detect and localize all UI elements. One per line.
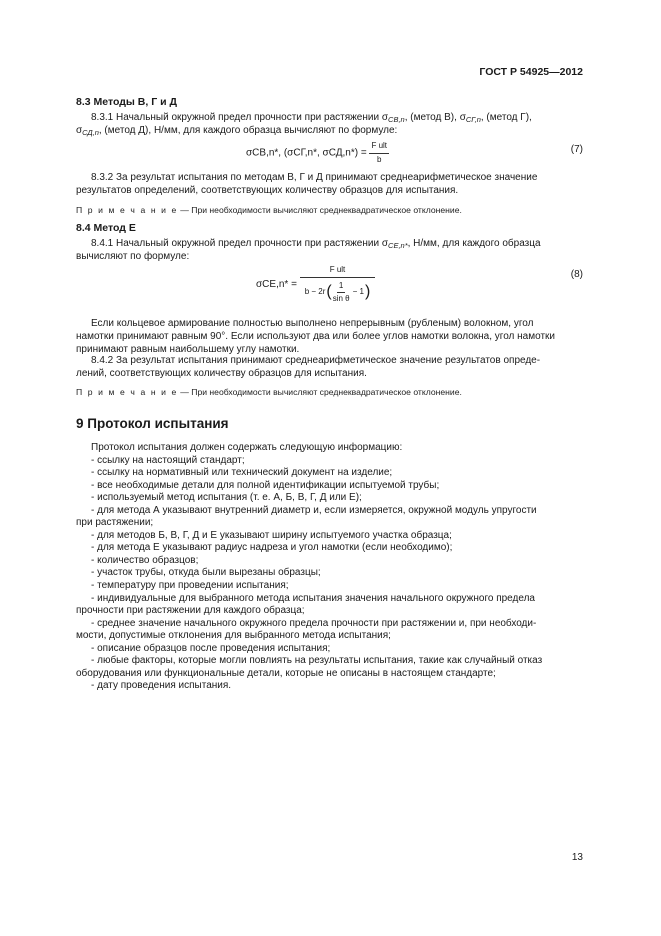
list-item: - для методов Б, В, Г, Д и Е указывают ширину испытуемого участка образца; — [91, 529, 452, 541]
para-8-4-2-line2: лений, соответствующих количеству образцов для испытания. — [76, 368, 367, 379]
para-8-4-1-line1: 8.4.1 Начальный окружной предел прочности при растяжении $\sigma_{CE,n*}$, Н/мм, для каждого образца — [91, 238, 541, 250]
page-number: 13 — [571, 852, 583, 863]
para-8-4-text-line2: намотки принимают равным 90°. Если используют два или более углов намотки волокна, угол намотки — [76, 331, 556, 342]
list-item: - все необходимые детали для полной идентификации испытуемой трубы; — [91, 479, 440, 491]
list-item: - описание образцов после проведения испытания; — [91, 642, 331, 654]
list-item: - любые факторы, которые могли повлиять на результаты испытания, такие как случайный отказ — [91, 655, 543, 667]
section-8-4-title: 8.4 Метод Е — [76, 222, 136, 234]
list-item: - количество образцов; — [91, 554, 199, 566]
formula-7: σСВ,n*, (σСГ,n*, σСД,n*) = $\frac{\text{F ult}}{b}$ — [246, 140, 389, 166]
formula-8-fraction: F ult b − 2r ( $\frac{1}{\text{sin θ}}$ − 1 ) — [300, 264, 376, 306]
formula-7-number: (7) — [570, 144, 583, 155]
formula-8: σCE,n* = F ult b − 2r ( $\frac{1}{\text{sin θ}}$ − 1 ) — [256, 264, 375, 306]
formula-8-number: (8) — [570, 269, 583, 280]
para-8-4-1-line2: вычисляют по формуле: — [76, 251, 190, 262]
list-item: - ссылку на настоящий стандарт; — [91, 454, 245, 466]
note-8-3: П р и м е ч а н и е — При необходимости вычисляют среднеквадратическое отклонение. — [76, 205, 462, 215]
list-item: - индивидуальные для выбранного метода испытания значения начального окружного предела — [91, 592, 535, 604]
list-item: - дату проведения испытания. — [91, 680, 232, 692]
para-8-3-1-line1: 8.3.1 Начальный окружной предел прочности при растяжении $\sigma_{СВ,n}$, (метод В), $\sigma_{СГ,n}$, (метод Г), — [91, 112, 532, 124]
list-item: Протокол испытания должен содержать следующую информацию: — [91, 442, 403, 453]
list-item: прочности при растяжении для каждого образца; — [76, 605, 305, 617]
para-8-3-2-line1: 8.3.2 За результат испытания по методам В, Г и Д принимают среднеарифметическое значение — [91, 172, 538, 183]
list-item: при растяжении; — [76, 517, 154, 529]
list-item: - используемый метод испытания (т. е. А, Б, В, Г, Д или Е); — [91, 492, 362, 504]
list-item: - участок трубы, откуда были вырезаны образцы; — [91, 567, 321, 579]
list-item: - температуру при проведении испытания; — [91, 580, 289, 592]
para-8-3-1-line2: $\sigma_{СД,n}$, (метод Д), Н/мм, для каждого образца вычисляют по формуле: — [76, 125, 398, 137]
para-8-4-text-line1: Если кольцевое армирование полностью выполнено непрерывным (рубленым) волокном, угол — [91, 318, 534, 329]
para-8-3-2-line2: результатов определений, соответствующих количеству образцов для испытания. — [76, 185, 459, 196]
list-item: - для метода Е указывают радиус надреза и угол намотки (если необходимо); — [91, 542, 453, 554]
protocol-list — [76, 442, 584, 693]
section-9-title: 9 Протокол испытания — [76, 416, 229, 431]
para-8-4-text-line3: принимают равным наибольшему углу намотки. — [76, 344, 300, 355]
list-item: мости, допустимые отклонения для выбранного метода испытания; — [76, 630, 391, 642]
para-8-4-2-line1: 8.4.2 За результат испытания принимают среднеарифметическое значение результатов опреде- — [91, 355, 541, 366]
section-8-3-title: 8.3 Методы В, Г и Д — [76, 96, 177, 108]
list-item: - ссылку на нормативный или технический документ на изделие; — [91, 467, 393, 479]
list-item: оборудования или функциональные детали, которые не описаны в настоящем стандарте; — [76, 667, 496, 679]
formula-7-fraction: $\frac{\text{F ult}}{b}$ — [371, 141, 388, 164]
standard-number: ГОСТ Р 54925—2012 — [479, 66, 583, 78]
note-8-4: П р и м е ч а н и е — При необходимости вычисляют среднеквадратическое отклонение. — [76, 387, 462, 397]
list-item: - среднее значение начального окружного предела прочности при растяжении и, при необходи- — [91, 617, 537, 629]
list-item: - для метода А указывают внутренний диаметр и, если измеряется, окружной модуль упругости — [91, 504, 537, 516]
